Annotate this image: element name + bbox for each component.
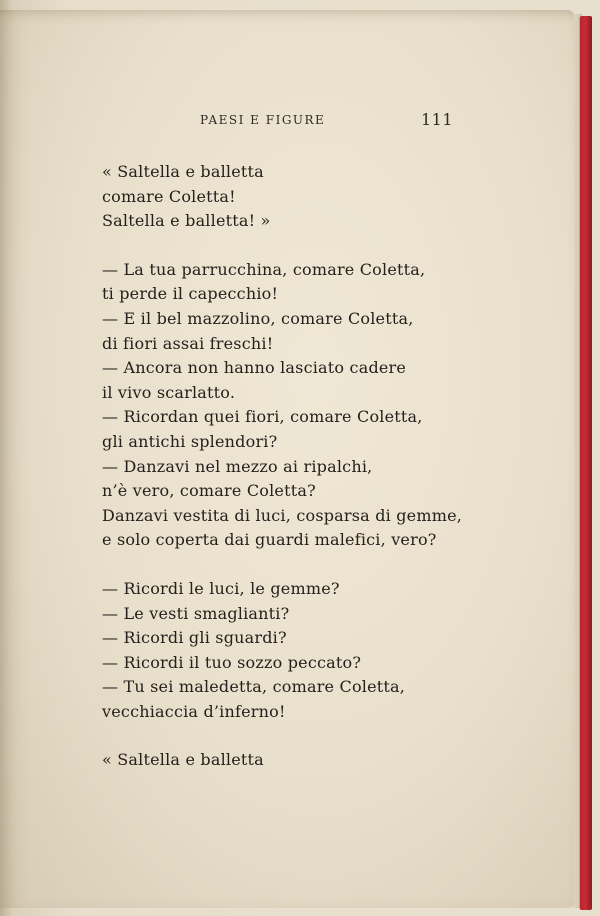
poem-text [102, 160, 462, 773]
poem-line: n’è vero, comare Coletta? [102, 481, 316, 501]
poem-line: — Danzavi nel mezzo ai ripalchi, [102, 456, 373, 476]
poem-line: comare Coletta! [102, 186, 236, 206]
poem-line: — E il bel mazzolino, comare Coletta, [102, 308, 414, 328]
poem-line: — Ricordi il tuo sozzo peccato? [102, 652, 362, 672]
poem-line: il vivo scarlatto. [102, 382, 236, 402]
poem-line: di fiori assai freschi! [102, 333, 274, 353]
poem-line: vecchiaccia d’inferno! [102, 701, 286, 721]
poem-line: « Saltella e balletta [102, 162, 264, 181]
poem-line: — Ricordi le luci, le gemme? [102, 578, 340, 598]
page-number: 111 [421, 110, 454, 129]
poem-line: Saltella e balletta! » [102, 211, 271, 231]
poem-line: e solo coperta dai guardi malefici, vero? [102, 530, 437, 550]
poem-line: « Saltella e balletta [102, 750, 264, 770]
poem-line: Danzavi vestita di luci, cosparsa di gemme, [102, 505, 463, 525]
poem-line: — Le vesti smaglianti? [102, 603, 290, 623]
stanza-4 [102, 748, 462, 773]
poem-line: — Ricordan quei fiori, comare Coletta, [102, 407, 423, 427]
poem-line: — La tua parrucchina, comare Coletta, [102, 259, 426, 279]
poem-line: — Tu sei maledetta, comare Coletta, [102, 677, 406, 697]
poem-line: ti perde il capecchio! [102, 284, 279, 304]
running-head: PAESI E FIGURE [200, 113, 326, 127]
stanza-2 [102, 258, 462, 553]
poem-line: — Ricordi gli sguardi? [102, 628, 287, 648]
page [0, 10, 574, 908]
stanza-3 [102, 577, 462, 725]
stanza-1 [102, 160, 462, 234]
poem-line: gli antichi splendori? [102, 431, 278, 451]
red-book-cover-edge [580, 16, 592, 910]
page-header [0, 110, 574, 134]
poem-line: — Ancora non hanno lasciato cadere [102, 358, 407, 378]
